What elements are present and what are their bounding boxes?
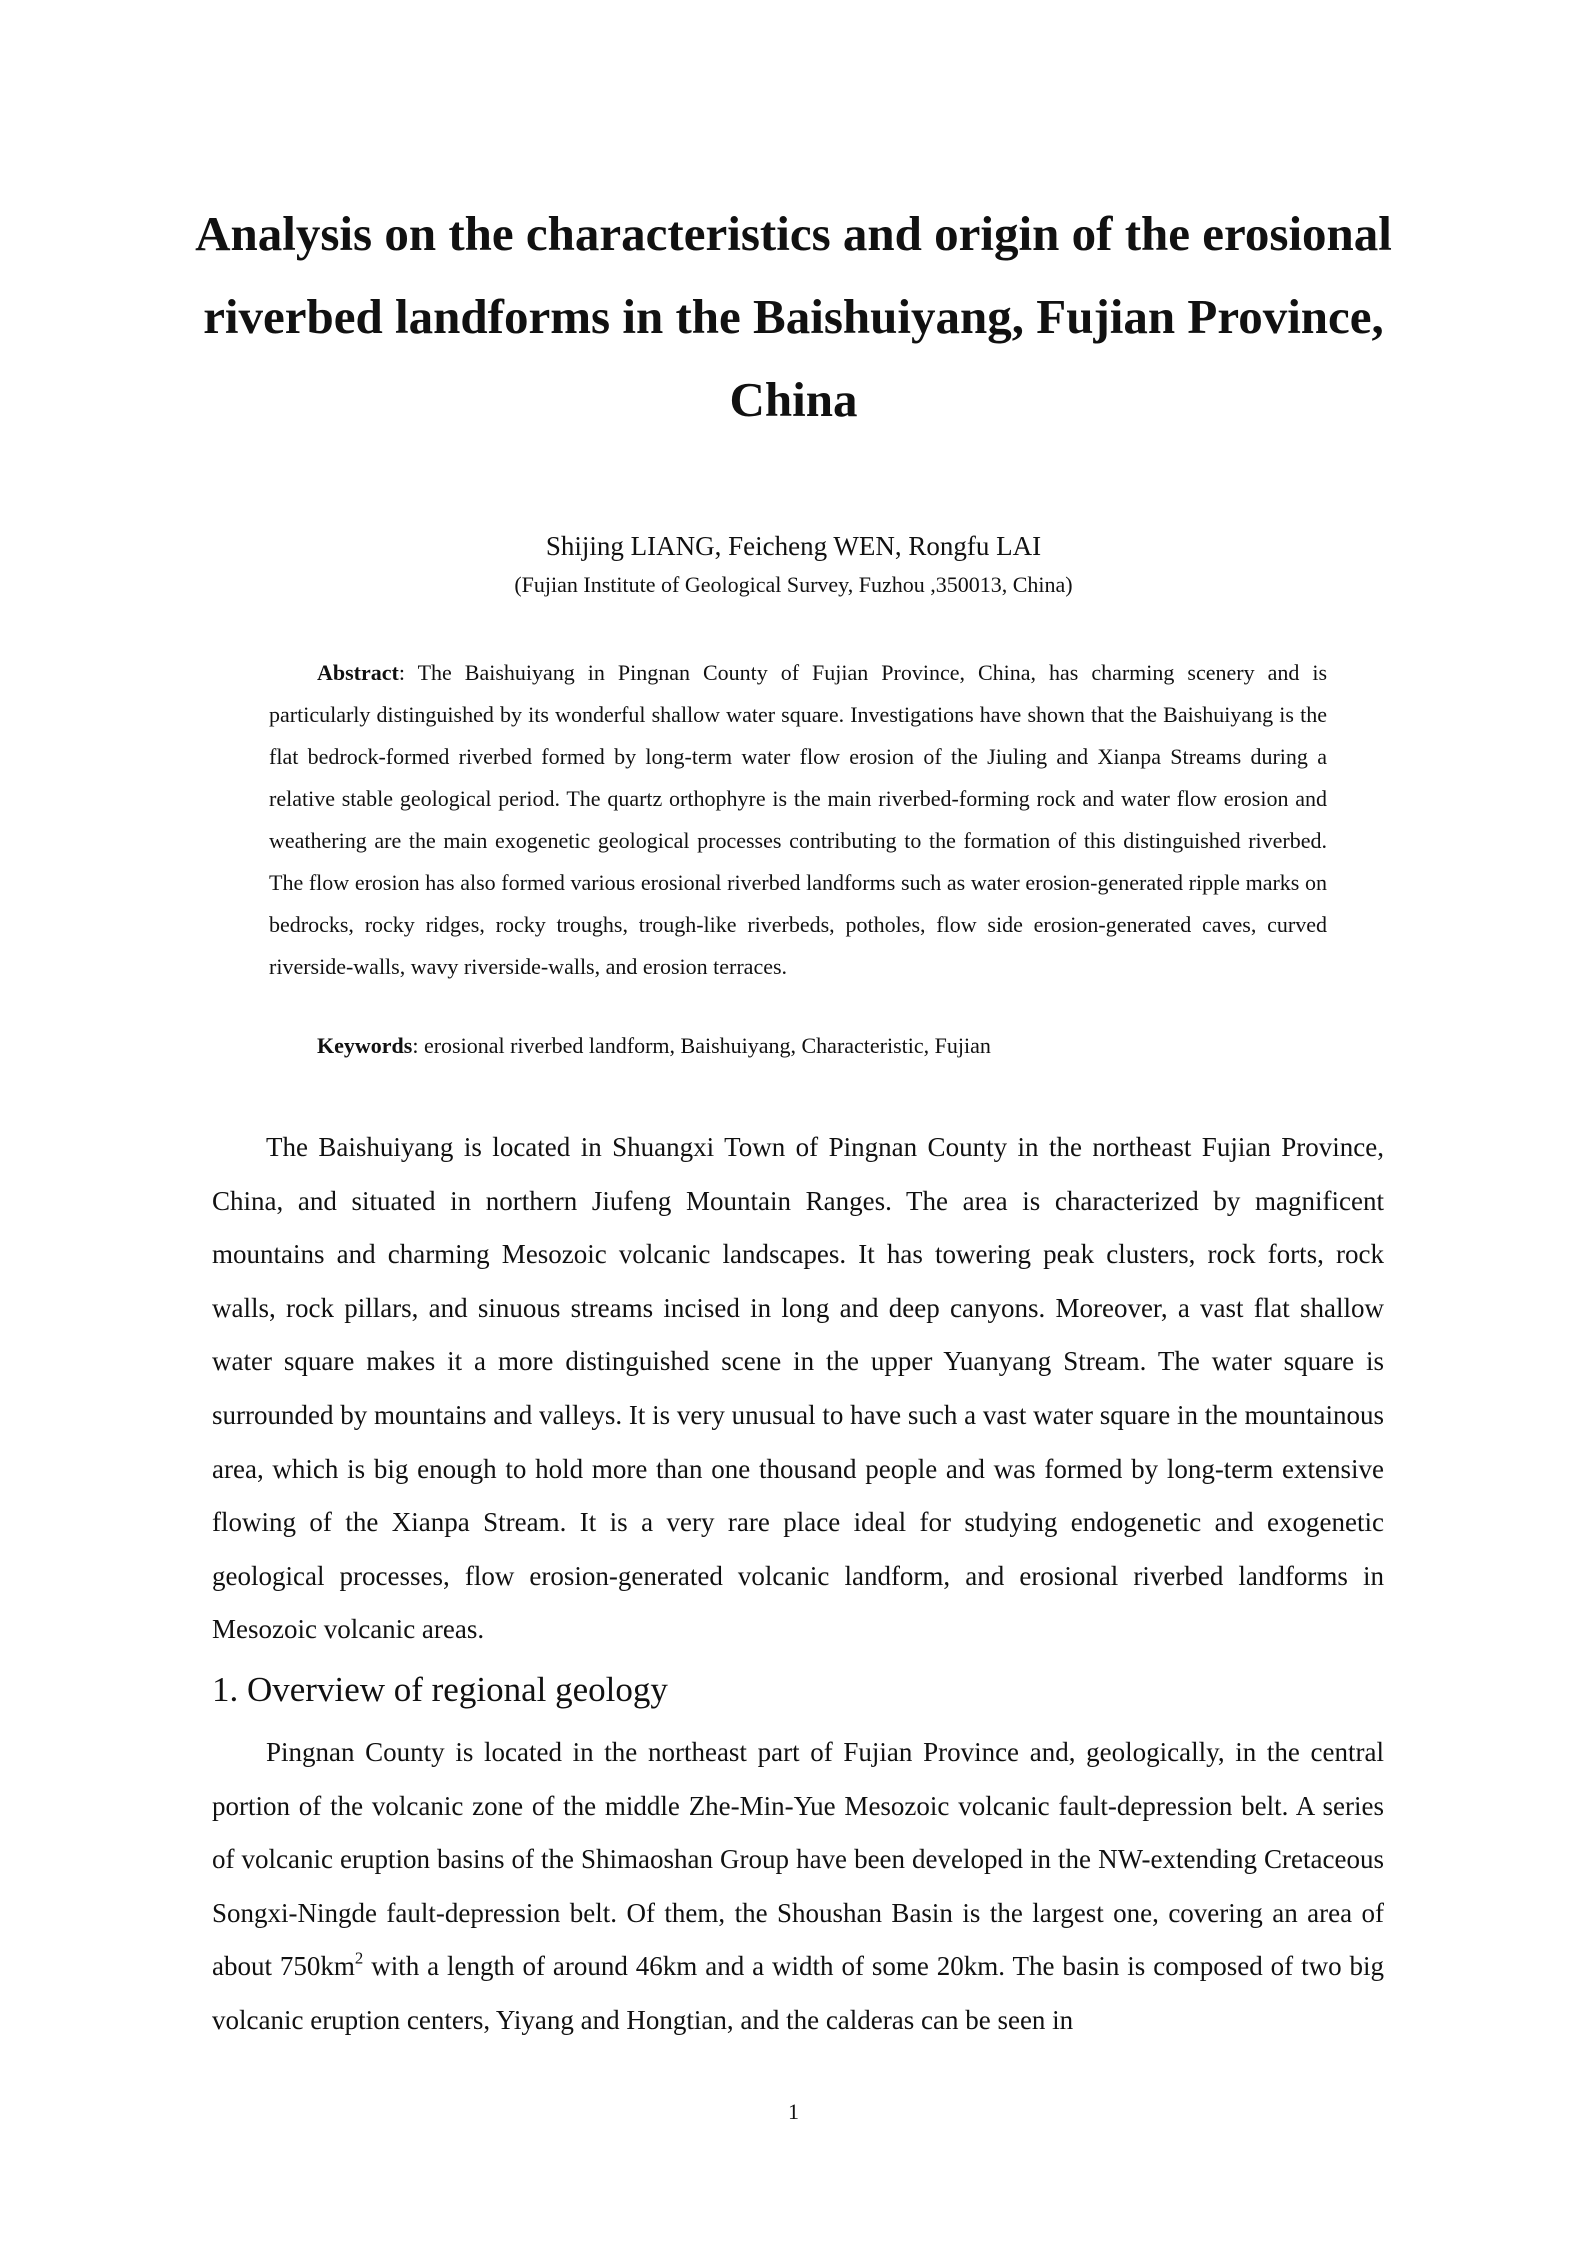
- author-affiliation: (Fujian Institute of Geological Survey, Fuzhou ,350013, China): [514, 572, 1073, 597]
- abstract-paragraph: [269, 652, 1327, 988]
- abstract-text: : The Baishuiyang in Pingnan County of Fujian Province, China, has charming scenery and is particularly distinguished by its wonderful shallow water square. Investigations have shown that the Baishuiyang is the flat bedrock-formed riverbed formed by long-term water flow erosion of the Jiuling and Xianpa Streams during a relative stable geological period. The quartz orthophyre is the main riverbed-forming rock and water flow erosion and weathering are the main exogenetic geological processes contributing to the formation of this distinguished riverbed. The flow erosion has also formed various erosional riverbed landforms such as water erosion-generated ripple marks on bedrocks, rocky ridges, rocky troughs, trough-like riverbeds, potholes, flow side erosion-generated caves, curved riverside-walls, wavy riverside-walls, and erosion terraces.: [269, 660, 1327, 979]
- paper-title: Analysis on the characteristics and origin of the erosional riverbed landforms in the Baishuiyang, Fujian Province, China: [195, 206, 1392, 427]
- author-list: Shijing LIANG, Feicheng WEN, Rongfu LAI: [545, 531, 1042, 561]
- section1-text-part-a: Pingnan County is located in the northeast part of Fujian Province and, geologically, in the central portion of the volcanic zone of the middle Zhe-Min-Yue Mesozoic volcanic fault-depression belt. A series of volcanic eruption basins of the Shimaoshan Group have been developed in the NW-extending Cretaceous Songxi-Ningde fault-depression belt. Of them, the Shoushan Basin is the largest one, covering an area of about 750km: [212, 1737, 1384, 1982]
- section-heading-regional-geology: 1. Overview of regional geology: [212, 1670, 668, 1709]
- page-number: 1: [788, 2099, 799, 2124]
- keywords-text: : erosional riverbed landform, Baishuiyang, Characteristic, Fujian: [412, 1033, 991, 1058]
- area-unit-superscript: 2: [354, 1948, 364, 1968]
- section1-text-part-b: with a length of around 46km and a width of some 20km. The basin is composed of two big volcanic eruption centers, Yiyang and Hongtian, and the calderas can be seen in: [212, 1951, 1384, 2035]
- section1-paragraph: [212, 1726, 1384, 2048]
- intro-paragraph: The Baishuiyang is located in Shuangxi Town of Pingnan County in the northeast Fujian Province, China, and situated in northern Jiufeng Mountain Ranges. The area is characterized by magnificent mountains and charming Mesozoic volcanic landscapes. It has towering peak clusters, rock forts, rock walls, rock pillars, and sinuous streams incised in long and deep canyons. Moreover, a vast flat shallow water square makes it a more distinguished scene in the upper Yuanyang Stream. The water square is surrounded by mountains and valleys. It is very unusual to have such a vast water square in the mountainous area, which is big enough to hold more than one thousand people and was formed by long-term extensive flowing of the Xianpa Stream. It is a very rare place ideal for studying endogenetic and exogenetic geological processes, flow erosion-generated volcanic landform, and erosional riverbed landforms in Mesozoic volcanic areas.: [212, 1132, 1384, 1645]
- abstract-label: Abstract: [317, 660, 399, 685]
- keywords-line: [269, 1029, 1327, 1063]
- keywords-label: Keywords: [317, 1033, 413, 1058]
